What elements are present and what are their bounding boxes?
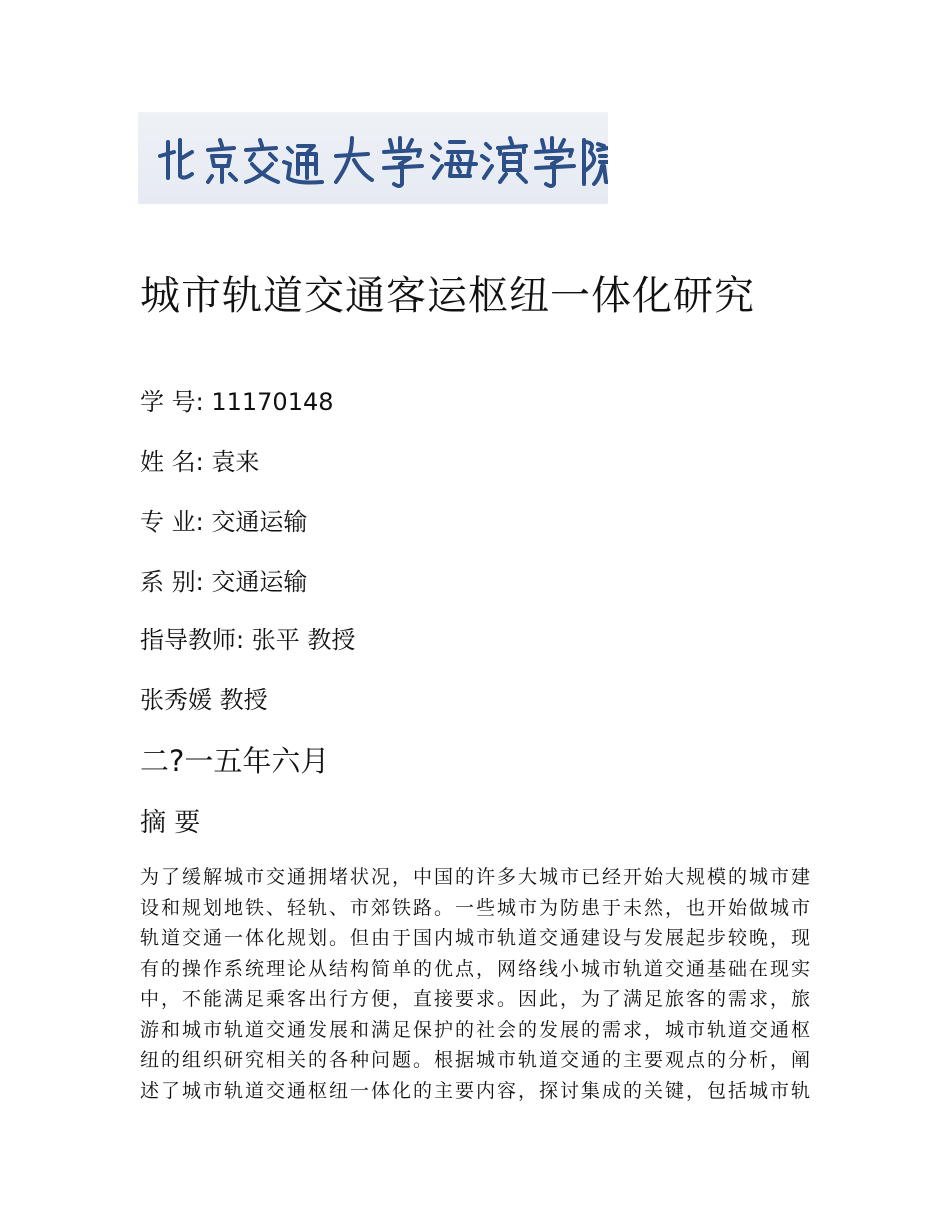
- advisor-row: [140, 624, 355, 656]
- department-value: 交通运输: [211, 568, 308, 596]
- thesis-title: 城市轨道交通客运枢纽一体化研究: [140, 272, 755, 319]
- second-advisor-value: 张秀媛 教授: [140, 686, 268, 714]
- abstract-heading: 摘 要: [140, 808, 201, 838]
- abstract-line: 有的操作系统理论从结构简单的优点，网络线小城市轨道交通基础在现实: [140, 957, 810, 980]
- department-label: 系 别:: [140, 568, 212, 596]
- abstract-line: 述了城市轨道交通枢纽一体化的主要内容，探讨集成的关键，包括城市轨: [140, 1079, 810, 1102]
- abstract-line: 纽的组织研究相关的各种问题。根据城市轨道交通的主要观点的分析，阐: [140, 1049, 810, 1071]
- calligraphy-logo-image: [138, 112, 608, 204]
- student-name-row: [140, 446, 259, 478]
- abstract-line: 为了缓解城市交通拥堵状况，中国的许多大城市已经开始大规模的城市建: [140, 866, 810, 888]
- abstract-line: 设和规划地铁、轻轨、市郊铁路。一些城市为防患于未然，也开始做城市: [140, 896, 810, 919]
- major-row: [140, 506, 307, 538]
- abstract-line: 中，不能满足乘客出行方便，直接要求。因此，为了满足旅客的需求，旅: [140, 988, 810, 1010]
- university-logo: [138, 112, 608, 204]
- abstract-body: [140, 862, 810, 1106]
- student-id-label: 学 号:: [140, 388, 212, 416]
- advisor-value: 张平 教授: [251, 626, 356, 654]
- abstract-line: 游和城市轨道交通发展和满足保护的社会的发展的需求，城市轨道交通枢: [140, 1018, 810, 1041]
- department-row: [140, 566, 307, 598]
- major-label: 专 业:: [140, 508, 212, 536]
- advisor-label: 指导教师:: [140, 626, 252, 654]
- major-value: 交通运输: [211, 508, 308, 536]
- abstract-line: 轨道交通一体化规划。但由于国内城市轨道交通建设与发展起步较晚，现: [140, 927, 810, 949]
- student-name-value: 袁来: [211, 448, 260, 476]
- student-name-label: 姓 名:: [140, 448, 212, 476]
- student-id-value: 11170148: [211, 388, 334, 416]
- student-id-row: [140, 386, 334, 418]
- thesis-date: 二?一五年六月: [140, 744, 330, 778]
- second-advisor-row: [140, 684, 268, 716]
